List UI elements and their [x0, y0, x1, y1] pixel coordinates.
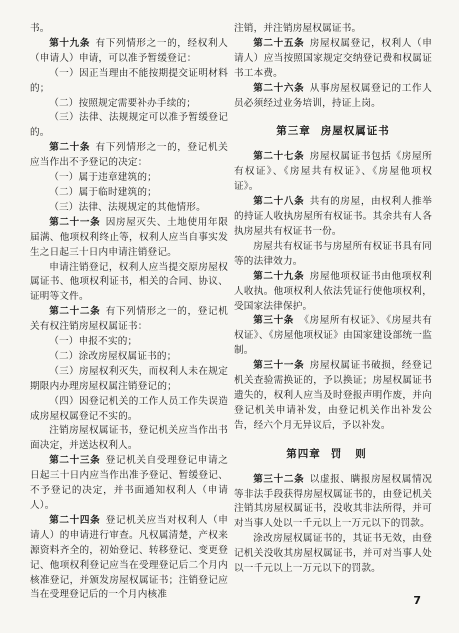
article-paragraph — [234, 82, 432, 112]
left-column — [30, 22, 228, 603]
article-number: 第二十九条 — [253, 270, 305, 282]
article-number: 第二十七条 — [253, 151, 305, 163]
article-paragraph — [234, 150, 432, 195]
chapter-number: 第四章 — [286, 447, 321, 460]
paragraph-text: 从事房屋权属登记的工作人员必须经过业务培训，持证上岗。 — [234, 82, 432, 109]
article-paragraph — [30, 216, 228, 261]
page-number: 7 — [413, 594, 421, 607]
article-paragraph — [234, 270, 432, 315]
article-paragraph — [30, 514, 228, 603]
article-number: 第三十二条 — [253, 473, 305, 485]
chapter-heading — [234, 446, 432, 461]
paragraph-text: （三）房屋权利灭失，而权利人未在规定期限内办理房屋权属注销登记的； — [30, 365, 228, 392]
article-paragraph — [30, 305, 228, 335]
article-number: 第十九条 — [49, 37, 91, 49]
paragraph-text: 申请注销登记，权利人应当提交原房屋权属证书、他项权利证书，相关的合同、协议、证明等文件。 — [30, 261, 228, 303]
paragraph-text: 涂改房屋权属证书的，其证书无效，由登记机关没收其房屋权属证书，并可对当事人处以一千元以上一万元以下的罚款。 — [234, 533, 432, 575]
paragraph — [30, 186, 228, 201]
paragraph-text: （二）涂改房屋权属证书的； — [49, 350, 177, 362]
paragraph — [30, 111, 228, 141]
article-paragraph — [234, 195, 432, 240]
article-number: 第二十三条 — [49, 455, 101, 467]
article-number: 第二十五条 — [253, 37, 305, 49]
chapter-title: 房屋权属证书 — [320, 125, 390, 138]
paragraph-text: 有下列情形之一的，经权利人（申请人）申请，可以准予暂缓登记： — [30, 37, 228, 64]
article-number: 第二十四条 — [49, 514, 101, 526]
paragraph-text: 共有的房屋，由权利人推举的持证人收执房屋所有权证书。其余共有人各执房屋共有权证书一份。 — [234, 196, 432, 237]
article-paragraph — [234, 473, 432, 533]
paragraph-text: 登记机关自受理登记申请之日起三十日内应当作出准予登记、暂缓登记、不予登记的决定，并书面通知权利人（申请人）。 — [30, 455, 228, 511]
paragraph — [30, 424, 228, 454]
paragraph-text: 因房屋灭失、土地使用年限届满、他项权利终止等，权利人应当自事实发生之日起三十日内申请注销登记。 — [30, 216, 228, 258]
article-number: 第三十条 — [253, 315, 294, 327]
article-number: 第二十八条 — [253, 196, 305, 208]
paragraph-text: 房屋权属证书包括《房屋所有权证》、《房屋共有权证》、《房屋他项权证》。 — [234, 151, 432, 193]
paragraph-text: 有下列情形之一的，登记机关应当作出不予登记的决定： — [30, 142, 228, 169]
paragraph-text: 注销，并注销房屋权属证书。 — [234, 23, 362, 34]
paragraph-text: （一）申报不实的； — [49, 336, 138, 348]
paragraph — [30, 201, 228, 216]
paragraph — [234, 532, 432, 577]
paragraph — [30, 171, 228, 186]
paragraph — [30, 67, 228, 97]
article-number: 第二十二条 — [49, 306, 101, 318]
chapter-number: 第三章 — [276, 125, 311, 138]
paragraph-text: 书。 — [30, 23, 50, 34]
paragraph — [30, 22, 228, 37]
paragraph-text: 房屋他项权证书由他项权利人收执。他项权利人依法凭证行使他项权利，受国家法律保护。 — [234, 270, 432, 312]
paragraph — [234, 240, 432, 270]
paragraph — [30, 350, 228, 365]
article-number: 第二十条 — [49, 142, 91, 154]
article-paragraph — [30, 141, 228, 171]
article-paragraph — [30, 37, 228, 67]
paragraph-text: （三）法律、法规规定的其他情形。 — [49, 201, 206, 213]
chapter-heading — [234, 123, 432, 138]
paragraph — [30, 395, 228, 425]
article-paragraph — [30, 454, 228, 514]
paragraph-text: 有下列情形之一的，登记机关有权注销房屋权属证书： — [30, 306, 228, 333]
paragraph — [30, 335, 228, 350]
paragraph-text: （一）属于违章建筑的； — [49, 172, 157, 184]
article-number: 第二十一条 — [49, 216, 101, 228]
article-paragraph — [234, 314, 432, 359]
paragraph — [30, 261, 228, 306]
chapter-title: 罚则 — [330, 447, 380, 460]
article-paragraph — [234, 359, 432, 434]
paragraph — [30, 97, 228, 112]
paragraph-text: （二）按照规定需要补办手续的； — [49, 97, 197, 109]
paragraph-text: 房屋权属证书破损，经登记机关查验需换证的，予以换证；房屋权属证书遗失的，权利人应当及时登报声明作废，并向登记机关申请补发，由登记机关作出补发公告，经六个月无异议后，予以补发。 — [234, 360, 432, 431]
article-number: 第三十一条 — [253, 360, 305, 372]
right-column — [234, 22, 432, 577]
paragraph-text: 登记机关应当对权利人（申请人）的申请进行审查。凡权属清楚，产权来源资料齐全的，初始登记、转移登记、变更登记、他项权利登记应当在受理登记后二个月内核准登记，并颁发房屋权属证书；注销登记应当在受理登记后的一个月内核准 — [30, 514, 228, 601]
paragraph-text: 以虚报、瞒报房屋权属情况等非法手段获得房屋权属证书的，由登记机关注销其房屋权属证书，没收其非法所得，并可对当事人处以一千元以上一万元以下的罚款。 — [234, 473, 432, 530]
article-paragraph — [234, 37, 432, 82]
paragraph-text: （一）因正当理由不能按期提交证明材料的； — [30, 67, 228, 94]
paragraph-text: （四）因登记机关的工作人员工作失误造成房屋权属登记不实的。 — [30, 395, 228, 422]
paragraph — [234, 22, 432, 37]
paragraph-text: 注销房屋权属证书，登记机关应当作出书面决定，并送达权利人。 — [30, 425, 228, 452]
article-number: 第二十六条 — [253, 82, 305, 94]
paragraph — [30, 365, 228, 395]
paragraph-text: 房屋权属登记，权利人（申请人）应当按照国家规定交纳登记费和权属证书工本费。 — [234, 37, 432, 79]
paragraph-text: （二）属于临时建筑的； — [49, 186, 157, 198]
paragraph-text: （三）法律、法规规定可以准予暂缓登记的。 — [30, 112, 228, 139]
paragraph-text: 房屋共有权证书与房屋所有权证书具有同等的法律效力。 — [234, 240, 432, 267]
paragraph-text: 《房屋所有权证》、《房屋共有权证》、《房屋他项权证》由国家建设部统一监制。 — [234, 315, 432, 357]
